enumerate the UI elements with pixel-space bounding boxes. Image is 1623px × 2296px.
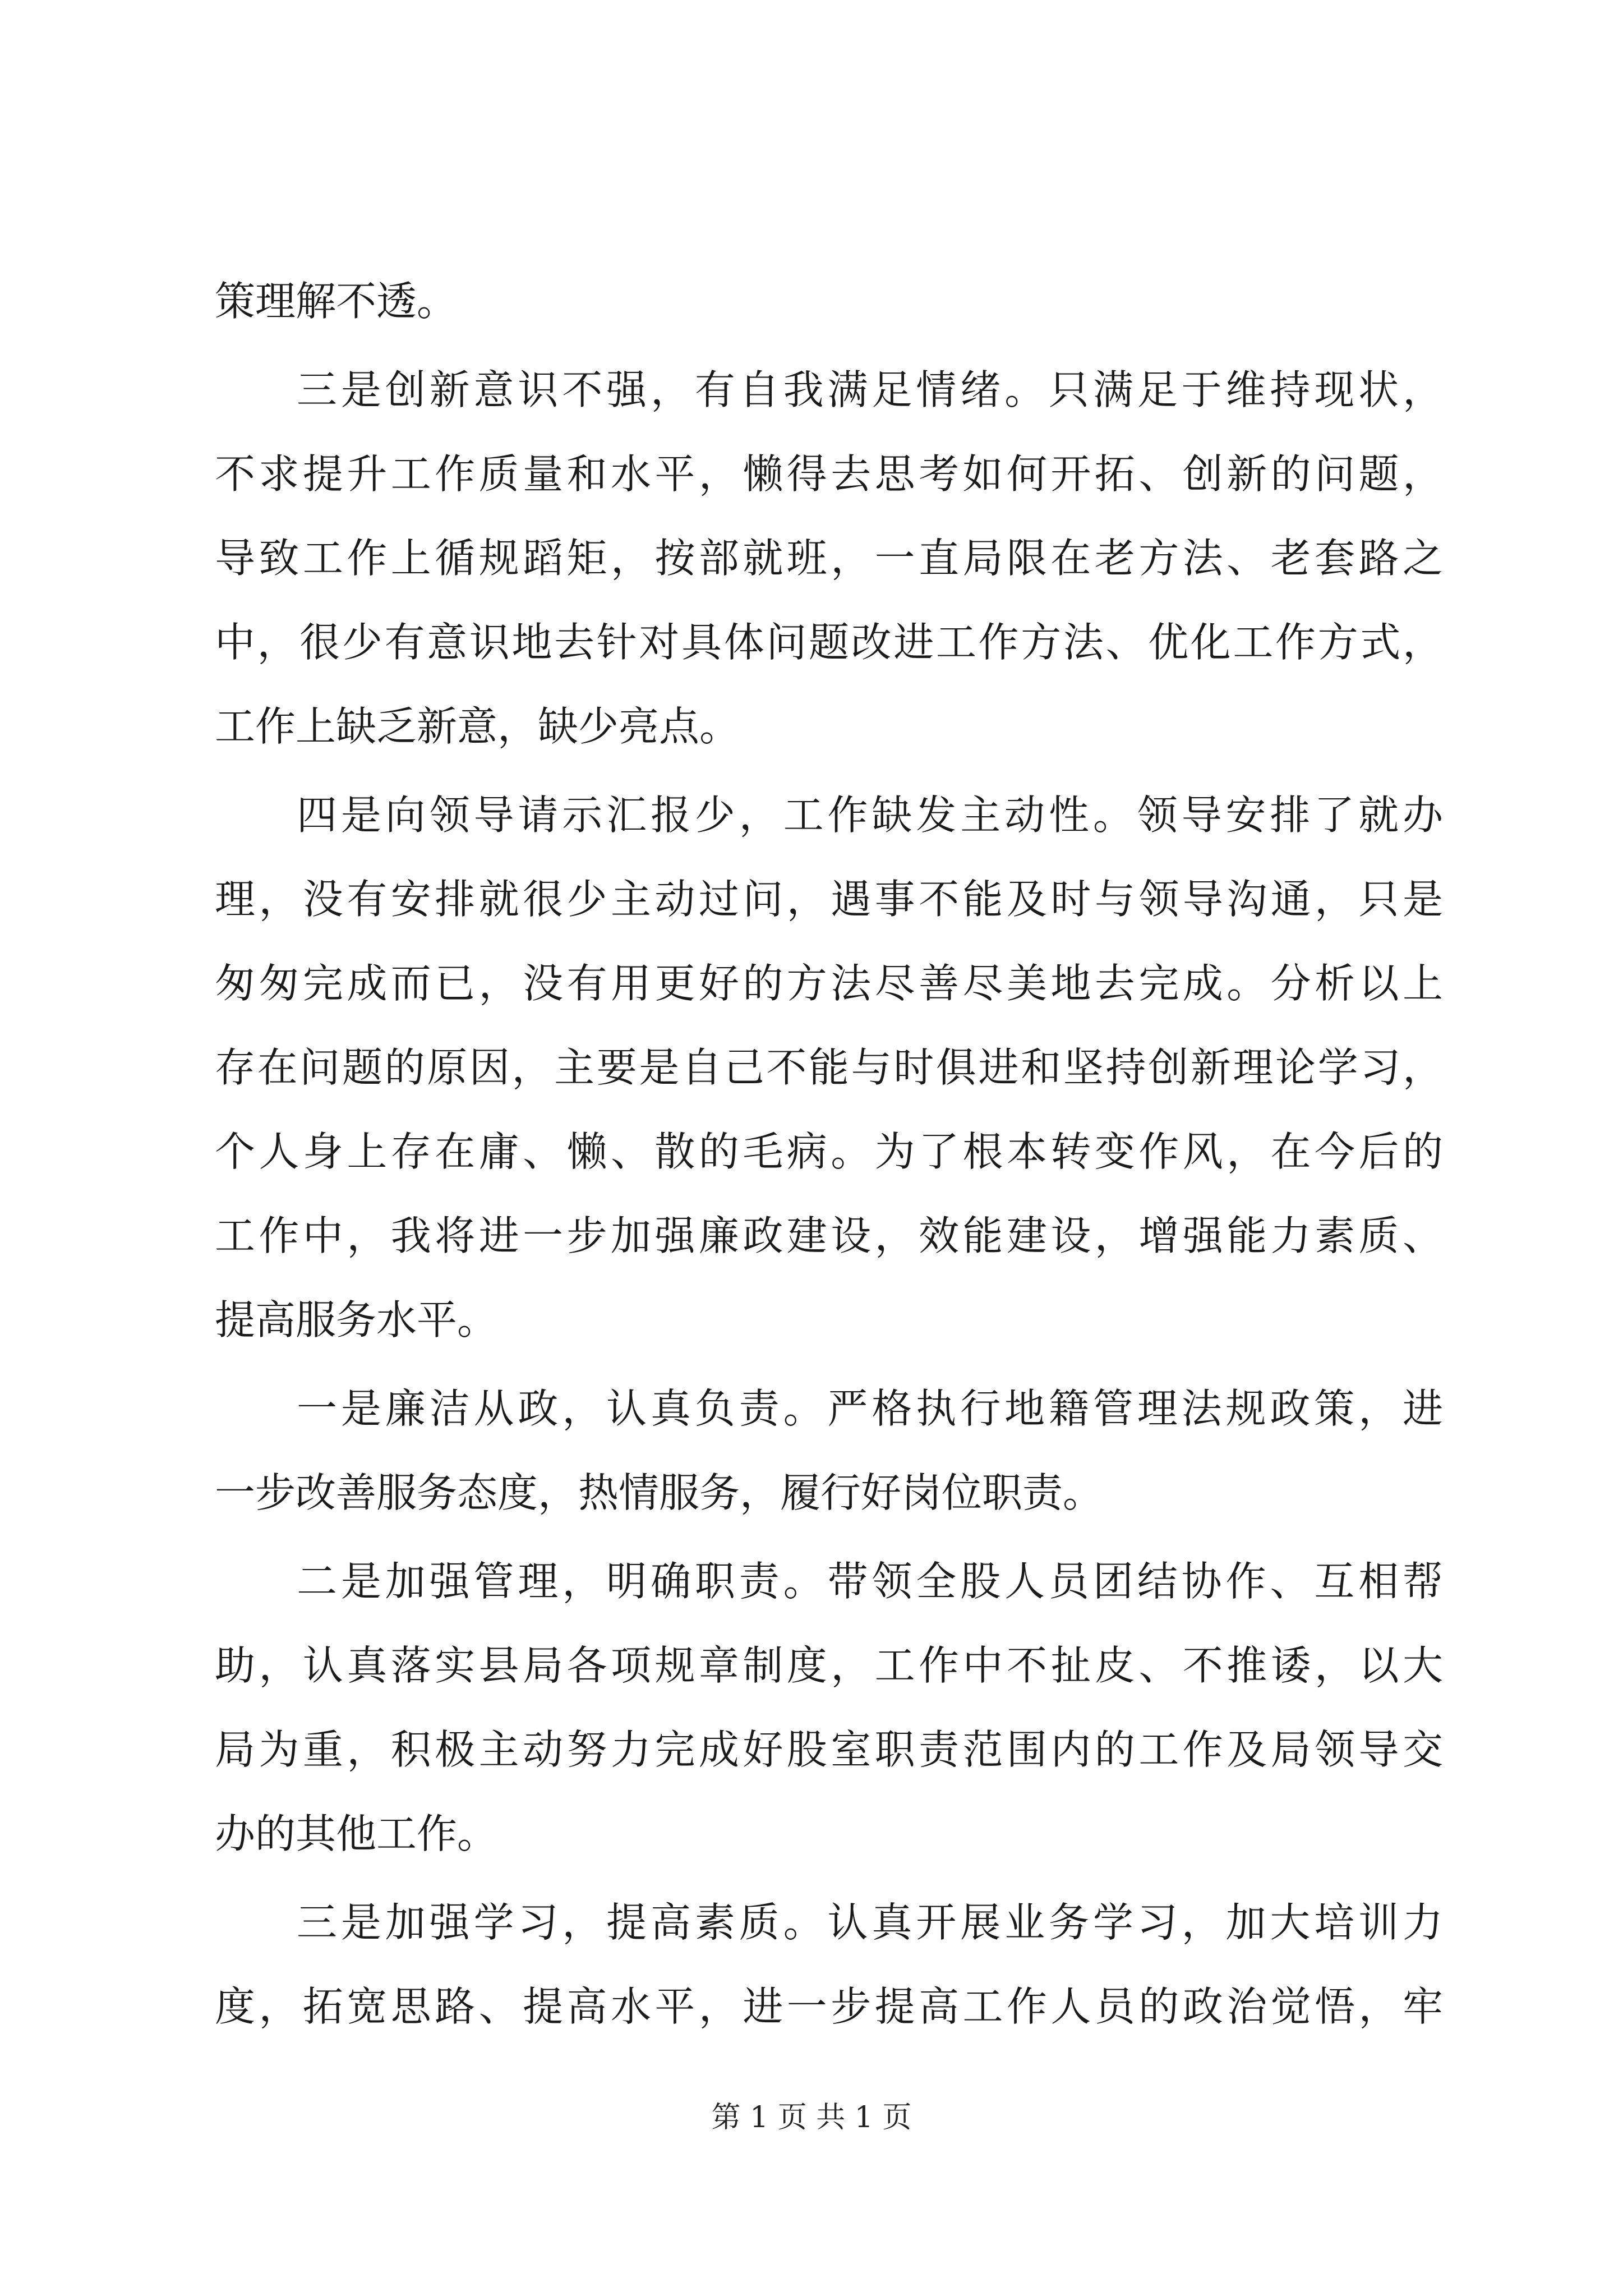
text-line: 四是向领导请示汇报少，工作缺发主动性。领导安排了就办 [297,792,1443,839]
text-line: 导致工作上循规蹈矩，按部就班，一直局限在老方法、老套路之 [215,535,1443,582]
text-line: 个人身上存在庸、懒、散的毛病。为了根本转变作风，在今后的 [215,1128,1443,1175]
paragraph-2 [215,348,1443,769]
text-line: 一是廉洁从政，认真负责。严格执行地籍管理法规政策，进 [297,1385,1443,1432]
text-line: 局为重，积极主动努力完成好股室职责范围内的工作及局领导交 [215,1726,1443,1773]
paragraph-6 [215,1880,1443,2049]
text-line: 助，认真落实县局各项规章制度，工作中不扯皮、不推诿，以大 [215,1642,1443,1689]
text-line: 度，拓宽思路、提高水平，进一步提高工作人员的政治觉悟，牢 [215,1983,1443,2030]
text-line: 不求提升工作质量和水平，懒得去思考如何开拓、创新的问题， [215,450,1443,498]
text-line: 三是创新意识不强，有自我满足情绪。只满足于维持现状， [297,366,1443,413]
text-line: 一步改善服务态度，热情服务，履行好岗位职责。 [215,1469,1104,1516]
text-line: 提高服务水平。 [215,1296,498,1343]
text-line: 策理解不透。 [215,278,458,325]
text-line: 匆匆完成而已，没有用更好的方法尽善尽美地去完成。分析以上 [215,960,1443,1007]
text-line: 中，很少有意识地去针对具体问题改进工作方法、优化工作方式， [215,619,1443,666]
paragraph-5 [215,1539,1443,1876]
paragraph-1 [215,259,1443,343]
document-body [215,259,1443,2049]
text-line: 三是加强学习，提高素质。认真开展业务学习，加大培训力 [297,1899,1443,1946]
text-line: 存在问题的原因，主要是自己不能与时俱进和坚持创新理论学习， [215,1044,1443,1091]
text-line: 办的其他工作。 [215,1810,498,1857]
text-line: 工作上缺乏新意，缺少亮点。 [215,703,740,750]
page-number-footer: 第 1 页 共 1 页 [711,2101,912,2134]
paragraph-3 [215,773,1443,1362]
paragraph-4 [215,1366,1443,1535]
text-line: 理，没有安排就很少主动过问，遇事不能及时与领导沟通，只是 [215,876,1443,923]
text-line: 工作中，我将进一步加强廉政建设，效能建设，增强能力素质、 [215,1212,1443,1259]
text-line: 二是加强管理，明确职责。带领全股人员团结协作、互相帮 [297,1558,1443,1605]
